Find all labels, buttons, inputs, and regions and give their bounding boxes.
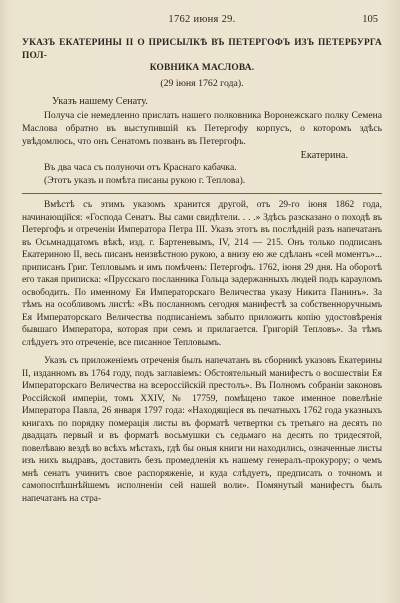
running-head-title: 1762 июня 29. [168, 14, 236, 25]
decree-title-line-2: КОВНИКА МАСЛОВА. [149, 63, 255, 73]
decree-address: Указъ нашему Сенату. [52, 95, 148, 107]
running-head [22, 14, 382, 28]
decree-note-time: Въ два часа съ полуночи отъ Краснаго кабачка. [44, 161, 237, 173]
decree-date: (29 іюня 1762 года). [160, 77, 244, 89]
decree-note-hand: (Этотъ указъ и помѣта писаны рукою г. Теплова). [44, 174, 246, 186]
decree-signature: Екатерина. [300, 149, 348, 161]
section-divider [22, 193, 382, 194]
commentary-paragraph-2: Указъ съ приложеніемъ отреченія былъ напечатанъ въ сборникѣ указовъ Екатерины II, изданномъ въ 1764 году, подъ заглавіемъ: Обстоятельный манифестъ о восшествіи Ея Императорскаго Величества на всероссійскій престолъ». Въ Полномъ собраніи законовъ Россійской имперіи, томъ XXIV, № 17759, помѣщено такое именное повелѣніе Императора Павла, 26 января 1797 года: «Находящіеся въ печатныхъ 1762 года указныхъ книгахъ по порядку померація листы въ форматѣ четвертки съ третьяго на десять по двадцать первый и въ форматѣ восьмушки съ седьмаго на десять по тридесятой, повелѣваю вездѣ во всѣхъ мѣстахъ, гдѣ бы оныя книги ни находились, означенные листы изъ нихъ выдравъ, доставить безъ промедленія къ нашему генералъ-прокурору; о чемъ мнѣ сенатъ учинитъ свое распоряженіе, и куда слѣдуетъ, предписать о точномъ и самопоспѣшнѣйшемъ исполненіи сей нашей воли». Помянутый манифестъ былъ напечатанъ на стра- [22, 356, 382, 504]
decree-text: Получа сіе немедленно прислать нашего полковника Воронежскаго полку Семена Маслова обратно въ выступившій къ Петергофу корпусъ, о которомъ здѣсь увѣдомлюсь, что онъ Сенатомъ позванъ въ Петергофъ. [22, 109, 382, 148]
decree-title-line-1: УКАЗЪ ЕКАТЕРИНЫ II О ПРИСЫЛКѢ ВЪ ПЕТЕРГОФЪ ИЗЪ ПЕТЕРБУРГА ПОЛ- [22, 38, 382, 61]
decree-title [22, 37, 382, 75]
commentary-paragraph-1: Вмѣстѣ съ этимъ указомъ хранится другой, отъ 29-го іюня 1862 года, начинающійся: «Господа Сенатъ. Вы сами свидѣтели. . . .» Здѣсь разсказано о походѣ въ Петергофъ и отреченіи Императора Петра III. Указъ этотъ въ послѣдній разъ напечатанъ въ Осьмнадцатомъ вѣкѣ, изд. г. Бартеневымъ, IV, 214 — 215. Онъ только подписанъ Екатериною II, весь писанъ неизвѣстною рукою, а внизу ею же сдѣланъ «сей моментъ»... приписанъ Григ. Тепловымъ и имъ помѣченъ: Петергофъ. 1762, іюня 29 дня. На оборотѣ его такая приписка: «Прусскаго посланника Гольца задержанныхъ людей подъ карауломъ освободить. По именному Ея Императорскаго Величества указу Никита Панинъ». За тѣмъ на особливомъ листѣ: «Въ посланномъ сегодня манифестѣ за собственноручнымъ Ея Императорскаго Величества подписаніемъ забыто приложить копію удостовѣренія бывшаго Императора, которая при семъ и прилагается. Григорій Тепловъ». За тѣмъ слѣдуетъ это отреченіе, все писанное Тепловымъ. [22, 200, 382, 348]
page-number: 105 [362, 14, 378, 25]
